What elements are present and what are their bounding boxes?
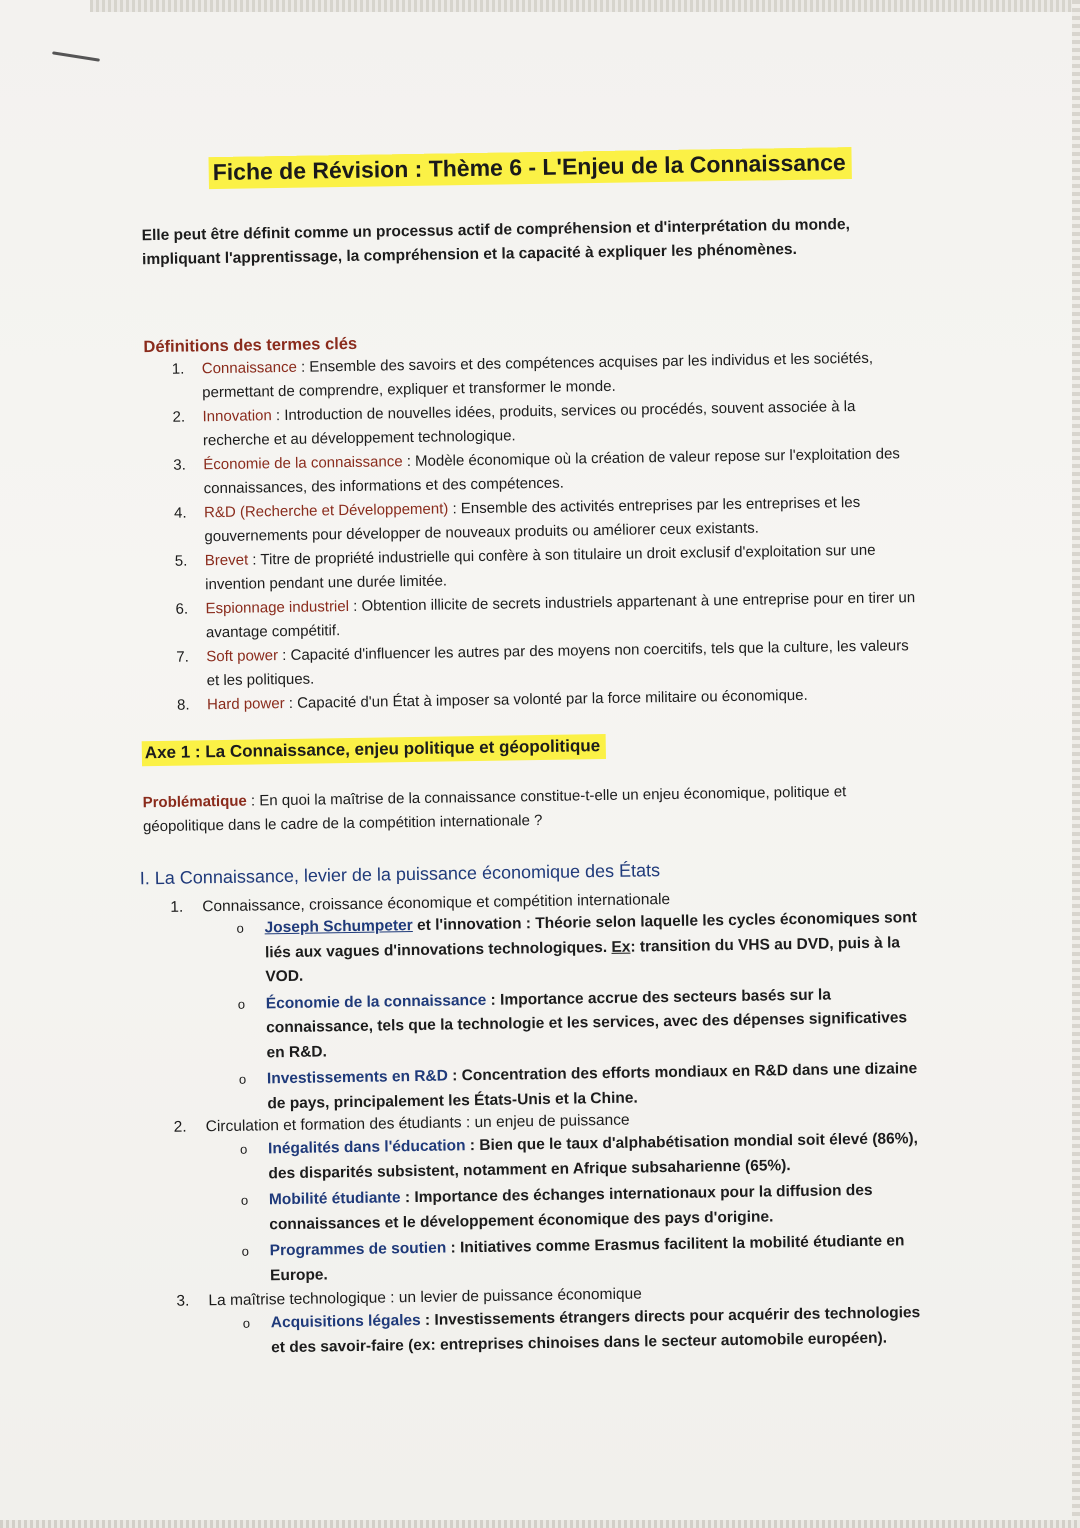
definition-text: : Capacité d'influencer les autres par des moyens non coercitifs, tels que la culture, les valeurs et les politiques. <box>206 637 909 689</box>
intro-paragraph: Elle peut être définit comme un processus actif de compréhension et d'interprétation du monde, impliquant l'apprentissage, la compréhension et la capacité à expliquer les phénomènes. <box>141 216 850 269</box>
bullet-text: : Bien que le taux d'alphabétisation mondial soit élevé (86%), des disparités subsistent, notamment en Afrique subsaharienne (65%). <box>268 1130 919 1182</box>
definition-term: Brevet <box>204 551 249 570</box>
bullet-item <box>232 906 928 990</box>
bullet-icon: o <box>238 1071 247 1087</box>
section-title: Circulation et formation des étudiants : un enjeu de puissance <box>205 1111 630 1136</box>
definition-number: 4. <box>173 504 187 522</box>
problematique-label: Problématique <box>142 792 247 812</box>
definition-number: 2. <box>172 408 186 426</box>
bullet-item <box>234 981 930 1065</box>
bullet-icon: o <box>240 1192 249 1208</box>
definition-text: : Titre de propriété industrielle qui confère à son titulaire un droit exclusif d'exploitation sur une invention pendant une durée limitée. <box>205 541 876 593</box>
bullet-text: : Investissements étrangers directs pour acquérir des technologies et des savoir-faire (ex: entreprises chinoises dans le secteur automobile européen). <box>271 1304 921 1356</box>
definition-term: R&D (Recherche et Développement) <box>203 500 449 522</box>
bullet-item <box>239 1301 935 1361</box>
bullet-text: et l'innovation : Théorie selon laquelle les cycles économiques sont liés aux vagues d'innovations technologiques. <box>264 909 917 961</box>
section-bullets <box>236 1127 933 1291</box>
section-bullets <box>239 1301 935 1363</box>
definition-term: Espionnage industriel <box>205 597 350 618</box>
definition-text: : Ensemble des activités entreprises par les entreprises et les gouvernements pour développer de nouveaux produits ou améliorer ceux existants. <box>204 493 861 545</box>
bullet-lead: Acquisitions légales <box>270 1311 421 1332</box>
problematique <box>142 779 903 838</box>
bullet-lead: Inégalités dans l'éducation <box>267 1137 466 1158</box>
definition-number: 1. <box>171 360 185 378</box>
bullet-lead: Programmes de soutien <box>269 1239 447 1260</box>
section-title: La maîtrise technologique : un levier de puissance économique <box>208 1285 642 1310</box>
problematique-text: : En quoi la maîtrise de la connaissance constitue-t-elle un enjeu économique, politique et géopolitique dans le cadre de la compétition internationale ? <box>142 783 847 835</box>
bullet-item <box>236 1127 932 1187</box>
bullet-example-label: Ex <box>611 938 631 956</box>
definition-text: : Modèle économique où la création de valeur repose sur l'exploitation des connaissances, des informations et des compétences. <box>203 445 901 497</box>
definition-number: 6. <box>175 600 189 618</box>
definition-number: 7. <box>176 648 189 666</box>
bullet-text: : Importance des échanges internationaux pour la diffusion des connaissances et le développement économique des pays d'origine. <box>269 1181 873 1233</box>
bullet-text: : transition du VHS au DVD, puis à la VOD. <box>265 933 901 986</box>
bullet-text: : Concentration des efforts mondiaux en R&D dans une dizaine de pays, principalement les États-Unis et la Chine. <box>267 1060 918 1112</box>
section-title: Connaissance, croissance économique et compétition internationale <box>202 890 671 916</box>
axe1-heading: Axe 1 : La Connaissance, enjeu politique et géopolitique <box>142 734 607 766</box>
bullet-icon: o <box>236 920 244 936</box>
bullet-lead: Mobilité étudiante <box>268 1189 401 1209</box>
definition-text: : Obtention illicite de secrets industriels appartenant à une entreprise pour en tirer un avantage compétitif. <box>205 589 916 641</box>
definition-text: : Introduction de nouvelles idées, produits, services ou procédés, souvent associée à la recherche et au développement technologique. <box>202 398 856 449</box>
bullet-text: : Initiatives comme Erasmus facilitent la mobilité étudiante en Europe. <box>269 1232 905 1284</box>
definitions-list <box>144 346 920 719</box>
section-bullets <box>232 906 930 1119</box>
definition-term: Hard power <box>206 695 285 714</box>
definitions-heading: Définitions des termes clés <box>143 334 358 357</box>
definition-number: 8. <box>176 696 190 714</box>
bullet-lead: Joseph Schumpeter <box>264 917 413 937</box>
definition-text: : Ensemble des savoirs et des compétences acquises par les individus et les sociétés, permettant de comprendre, expliquer et transformer le monde. <box>202 349 874 401</box>
definition-number: 3. <box>173 456 186 474</box>
part1-heading: I. La Connaissance, levier de la puissance économique des États <box>139 860 661 889</box>
bullet-item <box>237 1178 933 1238</box>
bullet-icon: o <box>239 1141 248 1157</box>
section-number: 3. <box>176 1292 190 1310</box>
section-number: 1. <box>170 898 184 916</box>
section-number: 2. <box>173 1118 187 1136</box>
definition-term: Innovation <box>202 407 272 426</box>
bullet-lead: Investissements en R&D <box>266 1067 448 1088</box>
definition-term: Soft power <box>206 647 279 666</box>
bullet-icon: o <box>241 1243 250 1259</box>
bullet-icon: o <box>237 996 246 1012</box>
bullet-lead: Économie de la connaissance <box>265 991 487 1012</box>
bullet-icon: o <box>242 1315 251 1331</box>
definition-term: Connaissance <box>201 358 297 378</box>
page-title: Fiche de Révision : Thème 6 - L'Enjeu de la Connaissance <box>208 147 851 189</box>
definition-number: 5. <box>174 552 188 570</box>
definition-term: Économie de la connaissance <box>203 453 403 474</box>
definition-text: : Capacité d'un État à imposer sa volonté par la force militaire ou économique. <box>284 686 808 713</box>
bullet-text: : Importance accrue des secteurs basés sur la connaissance, tels que la technologie et les services, avec des dépenses significatives en R&D. <box>266 985 908 1061</box>
